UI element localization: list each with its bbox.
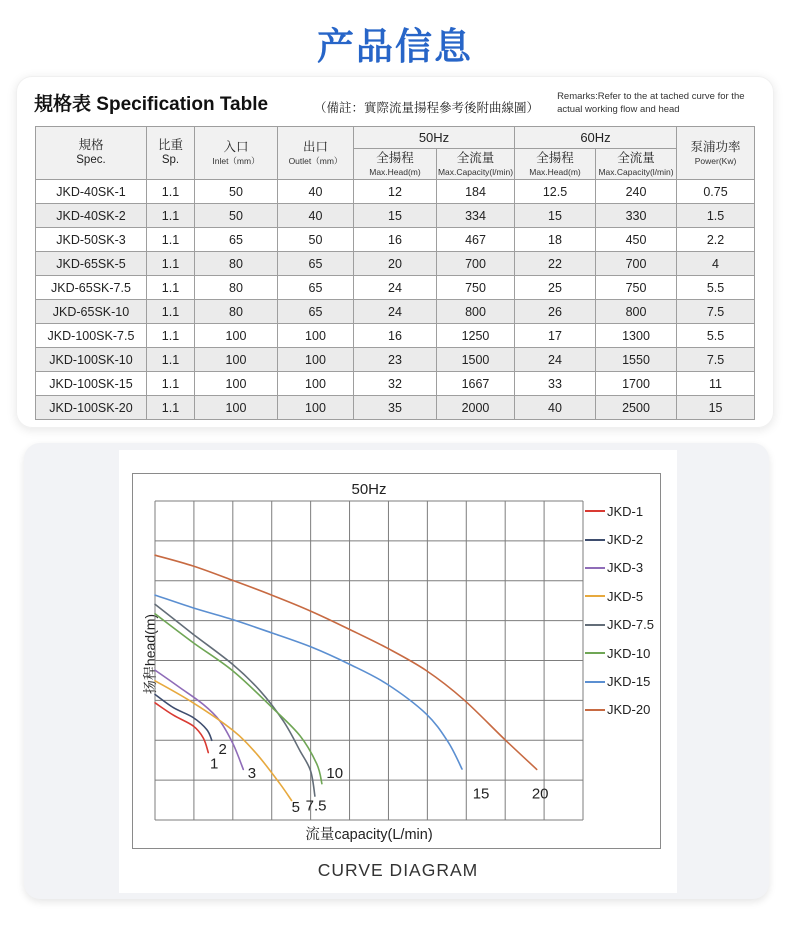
spec-value-cell: 7.5 (677, 300, 755, 324)
legend-swatch (585, 624, 605, 626)
spec-value-cell: 100 (277, 348, 353, 372)
spec-value-cell: 32 (353, 372, 436, 396)
y-axis-label: 扬程head(m) (142, 613, 158, 695)
table-row (35, 324, 754, 348)
spec-value-cell: 40 (277, 204, 353, 228)
spec-value-cell: 11 (677, 372, 755, 396)
spec-value-cell: 20 (353, 252, 436, 276)
spec-value-cell: 50 (194, 180, 277, 204)
table-row (35, 300, 754, 324)
spec-card (16, 76, 774, 428)
spec-value-cell: 15 (677, 396, 755, 420)
spec-name-cell: JKD-100SK-7.5 (35, 324, 146, 348)
spec-name-cell: JKD-100SK-10 (35, 348, 146, 372)
legend-item-JKD-2 (585, 525, 663, 553)
spec-value-cell: 16 (353, 228, 436, 252)
spec-name-cell: JKD-100SK-15 (35, 372, 146, 396)
spec-value-cell: 5.5 (677, 276, 755, 300)
spec-value-cell: 1.1 (146, 396, 194, 420)
spec-table-title-en: Specification Table (96, 94, 269, 115)
spec-value-cell: 65 (277, 252, 353, 276)
col-header-capacity-60: 全流量 Max.Capacity(l/min) (596, 149, 677, 180)
table-row (35, 276, 754, 300)
col-header-sp: 比重 Sp. (146, 127, 194, 180)
spec-value-cell: 2000 (436, 396, 514, 420)
legend-label: JKD-10 (607, 645, 651, 661)
curve-end-label-20: 20 (531, 785, 549, 803)
spec-value-cell: 80 (194, 252, 277, 276)
spec-table-title (34, 89, 268, 116)
spec-value-cell: 467 (436, 228, 514, 252)
spec-value-cell: 330 (596, 204, 677, 228)
spec-value-cell: 1667 (436, 372, 514, 396)
spec-value-cell: 1.1 (146, 228, 194, 252)
curve-end-label-3: 3 (247, 764, 257, 782)
legend-label: JKD-5 (607, 588, 644, 604)
spec-value-cell: 80 (194, 300, 277, 324)
spec-value-cell: 700 (436, 252, 514, 276)
table-row (35, 228, 754, 252)
spec-value-cell: 26 (515, 300, 596, 324)
curve-diagram-caption: CURVE DIAGRAM (317, 860, 479, 880)
spec-value-cell: 16 (353, 324, 436, 348)
spec-value-cell: 1.1 (146, 324, 194, 348)
legend-item-JKD-1 (585, 497, 663, 525)
curve-JKD-1 (155, 703, 208, 753)
page-title: 产品信息 (317, 26, 473, 67)
spec-value-cell: 1700 (596, 372, 677, 396)
spec-value-cell: 100 (194, 324, 277, 348)
spec-value-cell: 1.1 (146, 348, 194, 372)
spec-value-cell: 700 (596, 252, 677, 276)
legend-label: JKD-3 (607, 560, 644, 576)
legend-label: JKD-15 (607, 674, 651, 690)
spec-value-cell: 80 (194, 276, 277, 300)
spec-value-cell: 1300 (596, 324, 677, 348)
spec-value-cell: 12.5 (515, 180, 596, 204)
spec-remark-center: （備註：實際流量揚程參考後附曲線圖） (314, 101, 540, 115)
col-header-50hz: 50Hz (353, 127, 514, 149)
spec-value-cell: 240 (596, 180, 677, 204)
spec-value-cell: 23 (353, 348, 436, 372)
col-header-60hz: 60Hz (515, 127, 677, 149)
spec-value-cell: 0.75 (677, 180, 755, 204)
spec-value-cell: 800 (596, 300, 677, 324)
spec-value-cell: 15 (353, 204, 436, 228)
spec-value-cell: 12 (353, 180, 436, 204)
spec-value-cell: 100 (194, 348, 277, 372)
table-row (35, 252, 754, 276)
curve-chart-svg (133, 474, 660, 848)
x-axis-label: 流量capacity(L/min) (305, 827, 433, 843)
legend-label: JKD-1 (607, 503, 644, 519)
chart-box (132, 473, 661, 849)
legend-swatch (585, 681, 605, 683)
spec-value-cell: 2.2 (677, 228, 755, 252)
spec-name-cell: JKD-40SK-2 (35, 204, 146, 228)
col-header-power: 泵浦功率 Power(Kw) (677, 127, 755, 180)
table-row (35, 180, 754, 204)
curve-JKD-2 (155, 694, 212, 740)
spec-value-cell: 184 (436, 180, 514, 204)
legend-swatch (585, 510, 605, 512)
table-row (35, 348, 754, 372)
spec-value-cell: 450 (596, 228, 677, 252)
spec-name-cell: JKD-100SK-20 (35, 396, 146, 420)
curve-end-label-1: 1 (209, 755, 219, 773)
curve-JKD-15 (155, 595, 462, 769)
legend-item-JKD-20 (585, 696, 663, 724)
legend-label: JKD-20 (607, 702, 651, 718)
spec-value-cell: 100 (194, 396, 277, 420)
spec-card-header (16, 76, 774, 120)
spec-name-cell: JKD-40SK-1 (35, 180, 146, 204)
spec-value-cell: 1.1 (146, 372, 194, 396)
legend-label: JKD-7.5 (607, 617, 654, 633)
spec-value-cell: 100 (277, 372, 353, 396)
spec-value-cell: 40 (515, 396, 596, 420)
spec-value-cell: 24 (515, 348, 596, 372)
col-header-capacity-50: 全流量 Max.Capacity(l/min) (436, 149, 514, 180)
table-row (35, 372, 754, 396)
spec-value-cell: 25 (515, 276, 596, 300)
curve-end-label-7.5: 7.5 (305, 797, 327, 815)
spec-value-cell: 1250 (436, 324, 514, 348)
spec-value-cell: 1.1 (146, 276, 194, 300)
chart-legend (585, 497, 663, 724)
spec-value-cell: 18 (515, 228, 596, 252)
spec-value-cell: 100 (277, 324, 353, 348)
spec-table-title-zh: 規格表 (34, 94, 92, 115)
spec-value-cell: 50 (194, 204, 277, 228)
legend-swatch (585, 652, 605, 654)
curve-end-label-5: 5 (291, 798, 301, 816)
spec-value-cell: 15 (515, 204, 596, 228)
col-header-outlet: 出口 Outlet（mm） (277, 127, 353, 180)
legend-swatch (585, 595, 605, 597)
spec-value-cell: 750 (596, 276, 677, 300)
spec-value-cell: 1550 (596, 348, 677, 372)
spec-value-cell: 334 (436, 204, 514, 228)
spec-value-cell: 22 (515, 252, 596, 276)
chart-card (24, 443, 769, 899)
chart-title: 50Hz (351, 481, 387, 498)
spec-name-cell: JKD-65SK-7.5 (35, 276, 146, 300)
legend-label: JKD-2 (607, 532, 644, 548)
spec-value-cell: 1.5 (677, 204, 755, 228)
spec-value-cell: 2500 (596, 396, 677, 420)
col-header-head-60: 全揚程 Max.Head(m) (515, 149, 596, 180)
spec-value-cell: 100 (277, 396, 353, 420)
legend-item-JKD-5 (585, 582, 663, 610)
spec-value-cell: 65 (277, 300, 353, 324)
spec-table (35, 126, 755, 420)
spec-value-cell: 24 (353, 300, 436, 324)
spec-value-cell: 1.1 (146, 180, 194, 204)
legend-item-JKD-7.5 (585, 611, 663, 639)
table-row (35, 396, 754, 420)
curve-end-label-15: 15 (472, 785, 490, 803)
spec-value-cell: 1.1 (146, 204, 194, 228)
spec-value-cell: 17 (515, 324, 596, 348)
spec-remark-right (557, 91, 760, 116)
legend-item-JKD-15 (585, 667, 663, 695)
spec-remark-right-line2: actual working flow and head (557, 103, 680, 115)
col-header-inlet: 入口 Inlet（mm） (194, 127, 277, 180)
spec-name-cell: JKD-65SK-10 (35, 300, 146, 324)
curve-JKD-3 (155, 670, 243, 769)
spec-value-cell: 4 (677, 252, 755, 276)
curve-end-label-10: 10 (326, 764, 344, 782)
spec-value-cell: 65 (277, 276, 353, 300)
spec-value-cell: 1.1 (146, 252, 194, 276)
col-header-head-50: 全揚程 Max.Head(m) (353, 149, 436, 180)
spec-value-cell: 40 (277, 180, 353, 204)
legend-swatch (585, 539, 605, 541)
legend-swatch (585, 709, 605, 711)
spec-value-cell: 33 (515, 372, 596, 396)
spec-value-cell: 24 (353, 276, 436, 300)
legend-swatch (585, 567, 605, 569)
spec-value-cell: 800 (436, 300, 514, 324)
spec-table-body (35, 180, 754, 420)
legend-item-JKD-3 (585, 554, 663, 582)
curve-end-label-2: 2 (218, 741, 227, 759)
spec-value-cell: 65 (194, 228, 277, 252)
spec-value-cell: 100 (194, 372, 277, 396)
spec-value-cell: 7.5 (677, 348, 755, 372)
spec-remark-right-line1: Remarks:Refer to the at tached curve for the (557, 91, 745, 103)
table-row (35, 204, 754, 228)
spec-value-cell: 5.5 (677, 324, 755, 348)
spec-value-cell: 1.1 (146, 300, 194, 324)
spec-value-cell: 750 (436, 276, 514, 300)
legend-item-JKD-10 (585, 639, 663, 667)
col-header-spec: 規格 Spec. (35, 127, 146, 180)
spec-name-cell: JKD-50SK-3 (35, 228, 146, 252)
spec-value-cell: 35 (353, 396, 436, 420)
spec-name-cell: JKD-65SK-5 (35, 252, 146, 276)
spec-value-cell: 1500 (436, 348, 514, 372)
spec-value-cell: 50 (277, 228, 353, 252)
